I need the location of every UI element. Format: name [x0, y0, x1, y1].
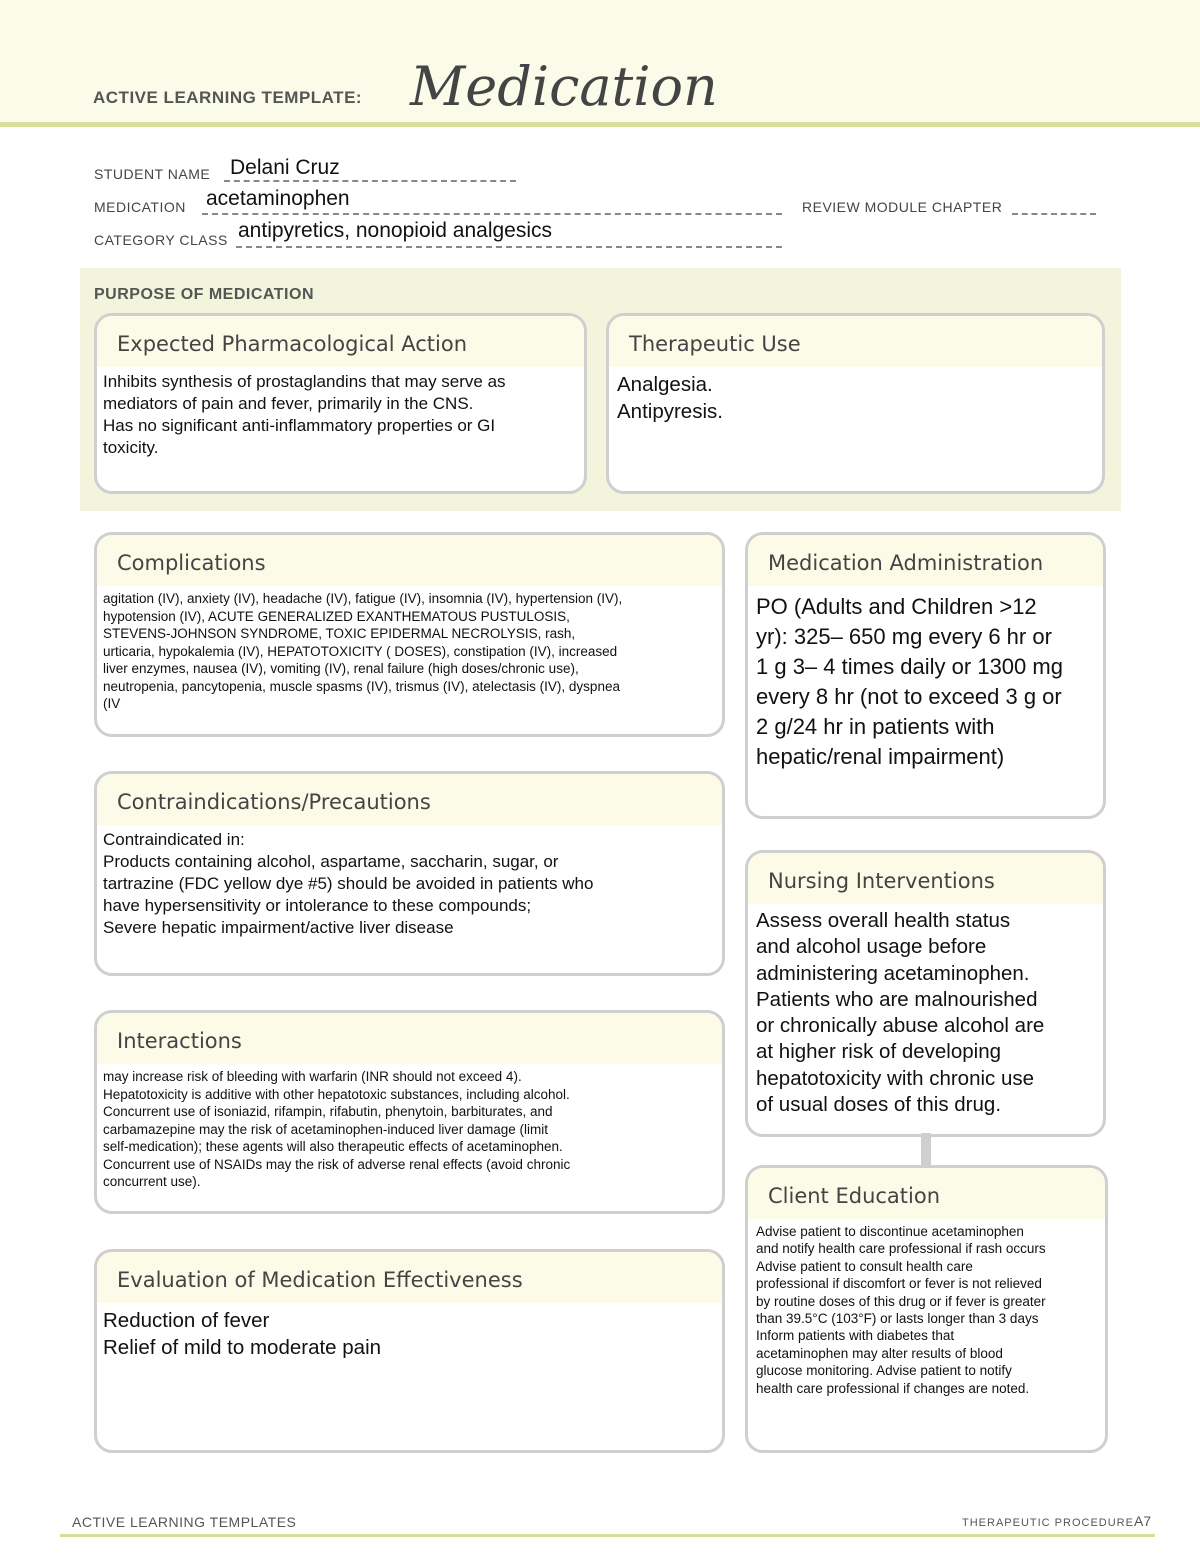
text-line: STEVENS-JOHNSON SYNDROME, TOXIC EPIDERMAL NECROLYSIS, rash, [103, 626, 576, 641]
text-line: Hepatotoxicity is additive with other hepatotoxic substances, including alcohol. [103, 1086, 570, 1102]
text-line: Contraindicated in: [103, 830, 245, 849]
text-line: tartrazine (FDC yellow dye #5) should be avoided in patients who [103, 874, 594, 893]
pharm-action-card [94, 313, 587, 494]
text-line: (IV [103, 696, 121, 711]
text-line: concurrent use). [103, 1174, 201, 1189]
text-line: have hypersensitivity or intolerance to these compounds; [103, 896, 532, 915]
text-line: than 39.5°C (103°F) or lasts longer than 3 days [756, 1311, 1039, 1327]
client-education-card [745, 1165, 1108, 1453]
student-name-field[interactable]: Delani Cruz [230, 156, 340, 179]
text-line: mediators of pain and fever, primarily in the CNS. [103, 394, 474, 413]
interactions-text[interactable] [97, 1064, 722, 1191]
text-line: health care professional if changes are noted. [756, 1380, 1030, 1396]
pharm-action-title: Expected Pharmacological Action [97, 316, 584, 367]
category-line [236, 246, 782, 248]
footer-divider [60, 1534, 1155, 1537]
text-line: Concurrent use of isoniazid, rifampin, rifabutin, phenytoin, barbiturates, and [103, 1104, 553, 1119]
text-line: Assess overall health status [756, 909, 1011, 932]
evaluation-title: Evaluation of Medication Effectiveness [97, 1252, 722, 1303]
contraindications-card [94, 771, 725, 976]
client-education-text[interactable] [748, 1219, 1105, 1397]
footer-right: THERAPEUTIC PROCEDURE [962, 1517, 1134, 1529]
header-divider [0, 122, 1200, 127]
administration-text[interactable] [748, 586, 1103, 772]
review-module-field[interactable] [1012, 213, 1096, 215]
nursing-card [745, 850, 1106, 1137]
client-education-title: Client Education [748, 1168, 1105, 1219]
therapeutic-use-text[interactable] [609, 367, 1102, 425]
complications-title: Complications [97, 535, 722, 586]
evaluation-card [94, 1249, 725, 1453]
text-line: urticaria, hypokalemia (IV), HEPATOTOXICITY ( DOSES), constipation (IV), increased [103, 643, 618, 659]
nursing-text[interactable] [748, 904, 1103, 1118]
text-line: liver enzymes, nausea (IV), vomiting (IV), renal failure (high doses/chronic use), [103, 661, 579, 676]
text-line: Reduction of fever [103, 1309, 270, 1332]
nursing-title: Nursing Interventions [748, 853, 1103, 904]
student-name-line [224, 180, 516, 182]
text-line: Relief of mild to moderate pain [103, 1336, 382, 1359]
text-line: administering acetaminophen. [756, 961, 1030, 985]
text-line: agitation (IV), anxiety (IV), headache (IV), fatigue (IV), insomnia (IV), hypertension (IV), [103, 591, 623, 606]
interactions-card [94, 1010, 725, 1214]
text-line: carbamazepine may the risk of acetaminophen-induced liver damage (limit [103, 1121, 548, 1137]
page-number: A7 [1134, 1513, 1152, 1529]
medication-label: MEDICATION [94, 199, 186, 215]
text-line: Concurrent use of NSAIDs may the risk of adverse renal effects (avoid chronic [103, 1156, 571, 1172]
administration-card [745, 532, 1106, 819]
student-name-label: STUDENT NAME [94, 166, 211, 182]
text-line: hepatotoxicity with chronic use [756, 1066, 1035, 1090]
pharm-action-text[interactable] [97, 367, 584, 459]
text-line: may increase risk of bleeding with warfarin (INR should not exceed 4). [103, 1069, 522, 1084]
text-line: Analgesia. [617, 373, 713, 396]
text-line: yr): 325– 650 mg every 6 hr or [756, 624, 1052, 649]
page-title: Medication [410, 55, 718, 118]
category-label: CATEGORY CLASS [94, 232, 228, 248]
text-line: every 8 hr (not to exceed 3 g or [756, 684, 1062, 709]
text-line: and alcohol usage before [756, 935, 987, 959]
text-line: Advise patient to discontinue acetaminophen [756, 1224, 1024, 1239]
purpose-label: PURPOSE OF MEDICATION [94, 286, 314, 303]
footer-left: ACTIVE LEARNING TEMPLATES [72, 1514, 297, 1530]
text-line: Has no significant anti-inflammatory properties or GI [103, 416, 496, 435]
text-line: or chronically abuse alcohol are [756, 1014, 1045, 1038]
text-line: Advise patient to consult health care [756, 1258, 973, 1274]
evaluation-text[interactable] [97, 1303, 722, 1361]
therapeutic-use-card [606, 313, 1105, 494]
text-line: hepatic/renal impairment) [756, 744, 1005, 769]
text-line: of usual doses of this drug. [756, 1093, 1002, 1117]
text-line: Inhibits synthesis of prostaglandins that may serve as [103, 372, 506, 391]
text-line: by routine doses of this drug or if fever is greater [756, 1293, 1046, 1309]
medication-field[interactable]: acetaminophen [206, 187, 350, 210]
contraindications-title: Contraindications/Precautions [97, 774, 722, 825]
text-line: toxicity. [103, 438, 159, 457]
text-line: professional if discomfort or fever is not relieved [756, 1276, 1042, 1292]
administration-title: Medication Administration [748, 535, 1103, 586]
text-line: PO (Adults and Children >12 [756, 594, 1037, 619]
text-line: self-medication); these agents will also therapeutic effects of acetaminophen. [103, 1139, 563, 1154]
medication-line [202, 213, 782, 215]
text-line: Inform patients with diabetes that [756, 1328, 955, 1344]
text-line: Products containing alcohol, aspartame, saccharin, sugar, or [103, 852, 559, 871]
text-line: acetaminophen may alter results of blood [756, 1345, 1003, 1361]
text-line: and notify health care professional if rash occurs [756, 1241, 1046, 1257]
text-line: Antipyresis. [617, 400, 723, 423]
complications-text[interactable] [97, 586, 722, 713]
text-line: 2 g/24 hr in patients with [756, 714, 995, 739]
text-line: at higher risk of developing [756, 1040, 1002, 1064]
template-label: ACTIVE LEARNING TEMPLATE: [93, 88, 363, 107]
therapeutic-use-title: Therapeutic Use [609, 316, 1102, 367]
text-line: neutropenia, pancytopenia, muscle spasms (IV), trismus (IV), atelectasis (IV), dyspnea [103, 678, 620, 694]
text-line: hypotension (IV), ACUTE GENERALIZED EXANTHEMATOUS PUSTULOSIS, [103, 608, 570, 624]
text-line: glucose monitoring. Advise patient to notify [756, 1363, 1012, 1379]
interactions-title: Interactions [97, 1013, 722, 1064]
complications-card [94, 532, 725, 737]
contraindications-text[interactable] [97, 825, 722, 939]
text-line: Severe hepatic impairment/active liver disease [103, 918, 454, 937]
text-line: Patients who are malnourished [756, 987, 1038, 1011]
card-connector [921, 1133, 931, 1165]
review-module-label: REVIEW MODULE CHAPTER [802, 199, 1003, 215]
text-line: 1 g 3– 4 times daily or 1300 mg [756, 654, 1063, 679]
category-field[interactable]: antipyretics, nonopioid analgesics [238, 219, 553, 242]
